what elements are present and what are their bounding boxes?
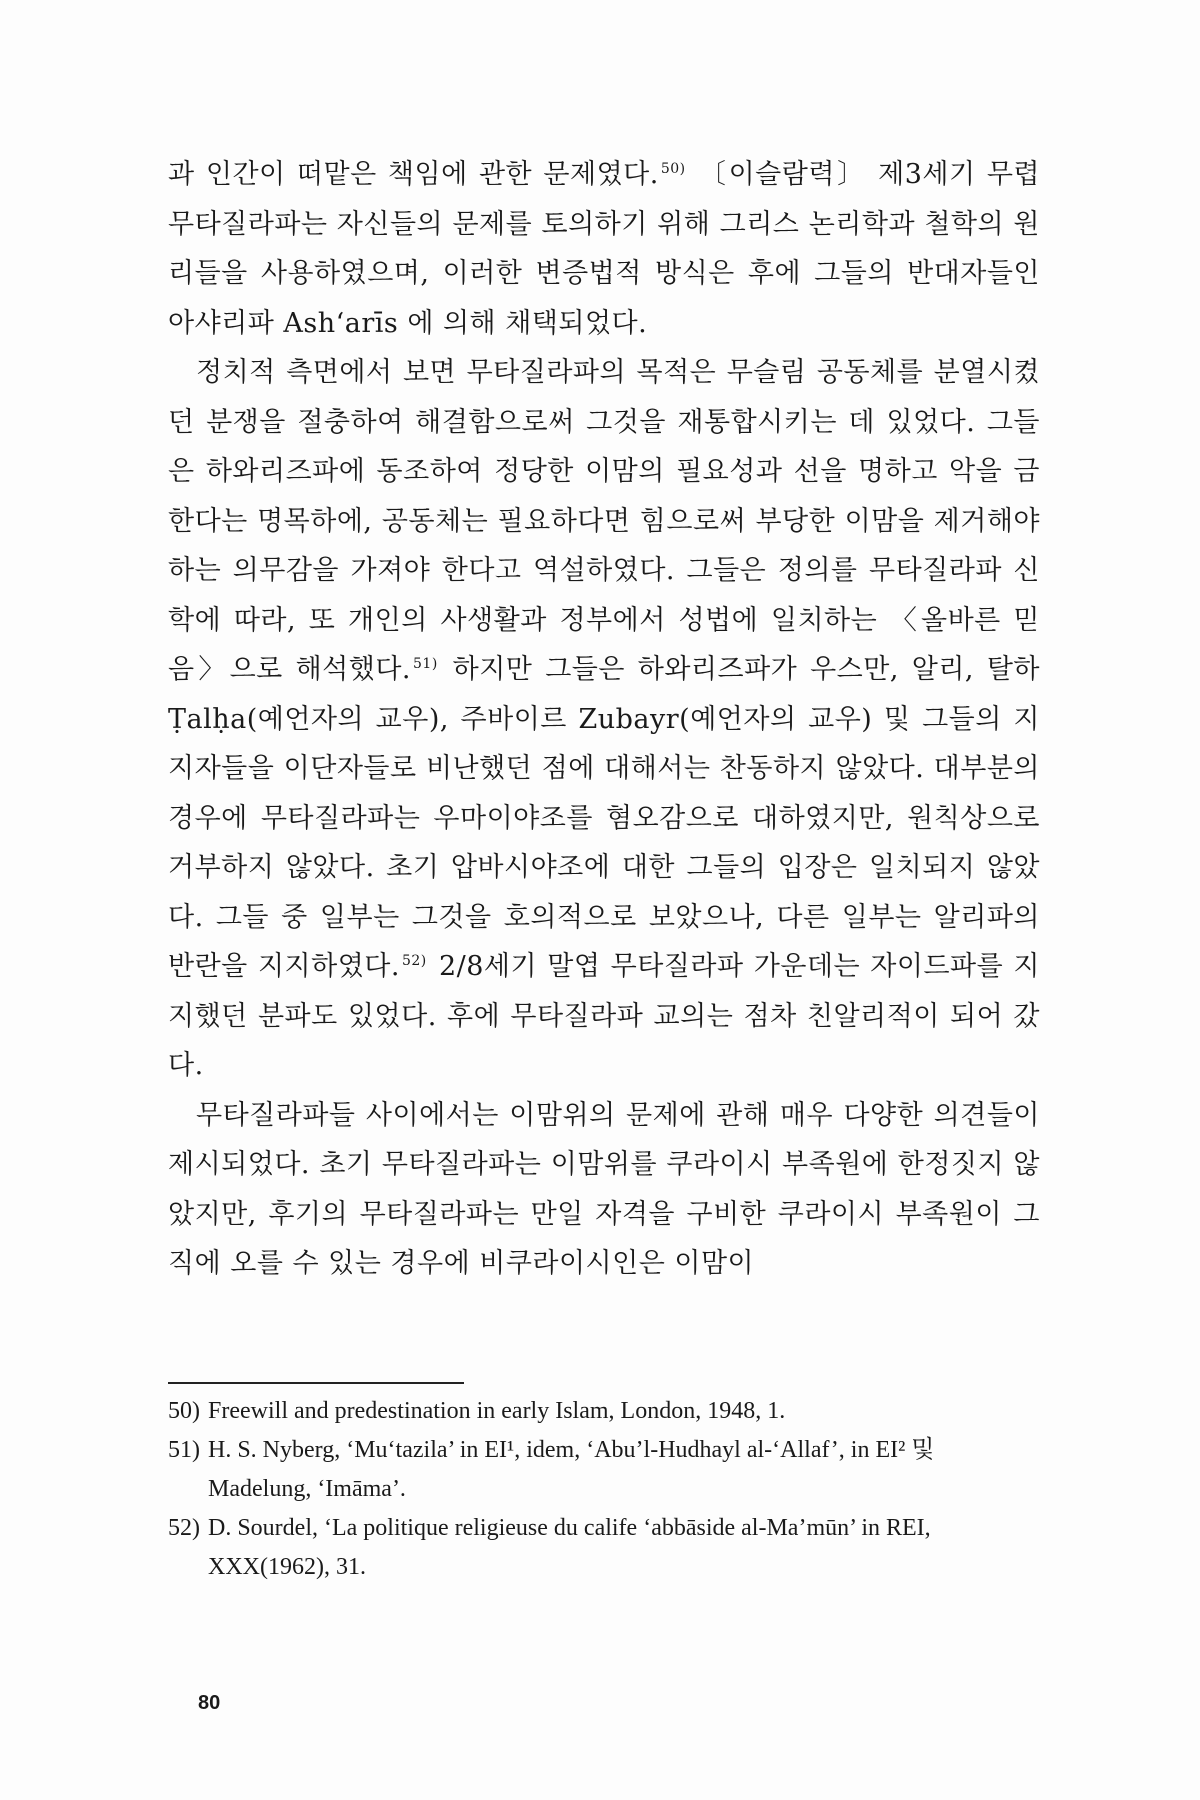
paragraph-3 [168,1091,1040,1289]
footnote-ref-52: 52) [401,953,427,969]
footnote-divider [168,1382,464,1384]
paragraph-3-text-1: 무타질라파들 사이에서는 이맘위의 문제에 관해 매우 다양한 의견들이 제시되었다. 초기 무타질라파는 이맘위를 쿠라이시 부족원에 한정짓지 않았지만, 후기의 무타질라파는 만일 자격을 구비한 쿠라이시 부족원이 그 직에 오를 수 있는 경우에 비쿠라이시인은 이맘이 [168,1099,1040,1279]
paragraph-2 [168,348,1040,1091]
body-text [168,150,1040,1289]
footnote-text: D. Sourdel, ‘La politique religieuse du calife ‘abbāside al-Ma’mūn’ in REI, XXX(1962), 31. [208,1515,931,1580]
footnote-50 [168,1392,1040,1431]
footnote-text: Freewill and predestination in early Islam, London, 1948, 1. [208,1398,786,1424]
footnote-number: 52) [168,1515,200,1541]
footnote-number: 50) [168,1398,200,1424]
footnote-number: 51) [168,1437,200,1463]
paragraph-2-text-3: 2/8세기 말엽 무타질라파 가운데는 자이드파를 지지했던 분파도 있었다. 후에 무타질라파 교의는 점차 친알리적이 되어 갔다. [168,951,1040,1081]
footnote-ref-51: 51) [413,656,438,672]
footnote-52 [168,1509,1040,1587]
footnote-text: H. S. Nyberg, ‘Mu‘tazila’ in EI¹, idem, ‘Abu’l-Hudhayl al-‘Allaf’, in EI² 및 Madelung, ‘Imāma’. [208,1437,935,1502]
page-number: 80 [198,1692,221,1714]
paragraph-1-text-1: 과 인간이 떠맡은 책임에 관한 문제였다. [168,159,659,190]
paragraph-1-text-2: 〔이슬람력〕 제3세기 무렵 무타질라파는 자신들의 문제를 토의하기 위해 그리스 논리학과 철학의 원리들을 사용하였으며, 이러한 변증법적 방식은 후에 그들의 반대자들인 아샤리파 Ash‘arīs 에 의해 채택되었다. [168,159,1040,339]
paragraph-2-text-1: 정치적 측면에서 보면 무타질라파의 목적은 무슬림 공동체를 분열시켰던 분쟁을 절충하여 해결함으로써 그것을 재통합시키는 데 있었다. 그들은 하와리즈파에 동조하여 정당한 이맘의 필요성과 선을 명하고 악을 금한다는 명목하에, 공동체는 필요하다면 힘으로써 부당한 이맘을 제거해야 하는 의무감을 가져야 한다고 역설하였다. 그들은 정의를 무타질라파 신학에 따라, 또 개인의 사생활과 정부에서 성법에 일치하는 〈올바른 믿음〉으로 해석했다. [168,357,1040,685]
footnote-ref-50: 50) [660,161,686,177]
footnotes [168,1392,1040,1587]
paragraph-2-text-2: 하지만 그들은 하와리즈파가 우스만, 알리, 탈하 Ṭalḥa(예언자의 교우), 주바이르 Zubayr(예언자의 교우) 및 그들의 지지자들을 이단자들로 비난했던 점에 대해서는 찬동하지 않았다. 대부분의 경우에 무타질라파는 우마이야조를 혐오감으로 대하였지만, 원칙상으로 거부하지 않았다. 초기 압바시야조에 대한 그들의 입장은 일치되지 않았다. 그들 중 일부는 그것을 호의적으로 보았으나, 다른 일부는 알리파의 반란을 지지하였다. [168,654,1040,982]
paragraph-1 [168,150,1040,348]
footnote-51 [168,1431,1040,1509]
